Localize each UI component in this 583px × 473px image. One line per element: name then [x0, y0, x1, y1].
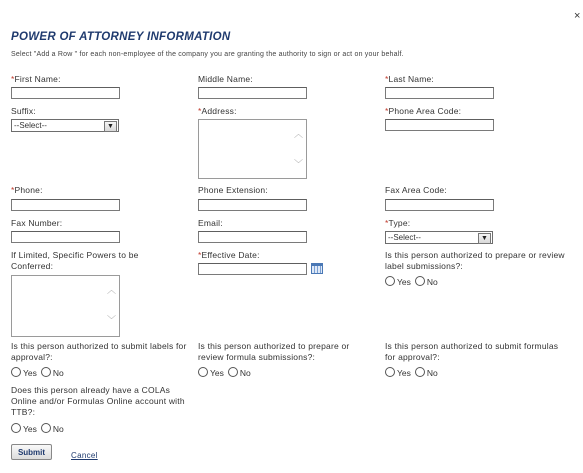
submit-formulas-yes-radio[interactable] [385, 367, 395, 377]
suffix-label: Suffix: [11, 106, 36, 116]
first-name-label: *First Name: [11, 74, 61, 84]
email-label: Email: [198, 218, 223, 228]
no-label: No [52, 424, 64, 434]
cancel-link[interactable]: Cancel [71, 451, 98, 460]
close-icon[interactable]: × [574, 10, 581, 22]
colas-account-no-radio[interactable] [41, 423, 51, 433]
page-instructions: Select "Add a Row " for each non-employee of the company you are granting the authority to sign or act on your behalf. [11, 51, 404, 58]
page-title: POWER OF ATTORNEY INFORMATION [11, 31, 231, 43]
type-label: *Type: [385, 218, 411, 228]
phone-area-code-label: *Phone Area Code: [385, 106, 462, 116]
calendar-icon[interactable] [311, 263, 323, 274]
colas-account-question: Does this person already have a COLAs Online and/or Formulas Online account with TTB?: [11, 385, 185, 417]
email-input[interactable] [198, 231, 307, 243]
chevron-down-icon[interactable]: ▼ [104, 121, 117, 132]
review-formula-yes-radio[interactable] [198, 367, 208, 377]
submit-labels-no-radio[interactable] [41, 367, 51, 377]
submit-button[interactable]: Submit [11, 444, 52, 460]
review-formula-radio-group [198, 367, 251, 379]
suffix-selected-value: --Select-- [14, 121, 47, 130]
phone-label: *Phone: [11, 185, 43, 195]
yes-label: Yes [397, 277, 411, 287]
effective-date-input[interactable] [198, 263, 307, 275]
colas-account-radio-group [11, 423, 64, 435]
fax-number-input[interactable] [11, 231, 120, 243]
fax-area-code-input[interactable] [385, 199, 494, 211]
phone-extension-input[interactable] [198, 199, 307, 211]
submit-labels-yes-radio[interactable] [11, 367, 21, 377]
phone-input[interactable] [11, 199, 120, 211]
no-label: No [239, 368, 251, 378]
submit-labels-radio-group [11, 367, 64, 379]
limited-powers-label: If Limited, Specific Powers to be Conferred: [11, 250, 139, 271]
last-name-label: *Last Name: [385, 74, 434, 84]
effective-date-label: *Effective Date: [198, 250, 260, 260]
address-label: *Address: [198, 106, 237, 116]
yes-label: Yes [210, 368, 224, 378]
scroll-down-icon[interactable]: ﹀ [293, 159, 303, 169]
phone-extension-label: Phone Extension: [198, 185, 268, 195]
yes-label: Yes [23, 368, 37, 378]
submit-formulas-radio-group [385, 367, 438, 379]
last-name-input[interactable] [385, 87, 494, 99]
no-label: No [426, 368, 438, 378]
yes-label: Yes [23, 424, 37, 434]
address-scrollbar[interactable] [292, 120, 306, 178]
scroll-down-icon[interactable]: ﹀ [106, 315, 116, 325]
review-label-no-radio[interactable] [415, 276, 425, 286]
review-label-question: Is this person authorized to prepare or review label submissions?: [385, 250, 565, 271]
chevron-down-icon[interactable]: ▼ [478, 233, 491, 244]
submit-formulas-no-radio[interactable] [415, 367, 425, 377]
middle-name-input[interactable] [198, 87, 307, 99]
fax-number-label: Fax Number: [11, 218, 63, 228]
colas-account-yes-radio[interactable] [11, 423, 21, 433]
review-label-radio-group [385, 276, 438, 288]
no-label: No [426, 277, 438, 287]
limited-powers-scrollbar[interactable] [105, 276, 119, 336]
scroll-up-icon[interactable]: ︿ [106, 285, 116, 295]
address-textarea[interactable] [198, 119, 307, 179]
limited-powers-textarea[interactable] [11, 275, 120, 337]
submit-formulas-question: Is this person authorized to submit formulas for approval?: [385, 341, 559, 362]
type-selected-value: --Select-- [388, 233, 421, 242]
phone-area-code-input[interactable] [385, 119, 494, 131]
no-label: No [52, 368, 64, 378]
review-label-yes-radio[interactable] [385, 276, 395, 286]
first-name-input[interactable] [11, 87, 120, 99]
suffix-select[interactable] [11, 119, 119, 132]
fax-area-code-label: Fax Area Code: [385, 185, 447, 195]
submit-labels-question: Is this person authorized to submit labels for approval?: [11, 341, 187, 362]
review-formula-no-radio[interactable] [228, 367, 238, 377]
type-select[interactable] [385, 231, 493, 244]
review-formula-question: Is this person authorized to prepare or review formula submissions?: [198, 341, 350, 362]
yes-label: Yes [397, 368, 411, 378]
middle-name-label: Middle Name: [198, 74, 253, 84]
scroll-up-icon[interactable]: ︿ [293, 129, 303, 139]
